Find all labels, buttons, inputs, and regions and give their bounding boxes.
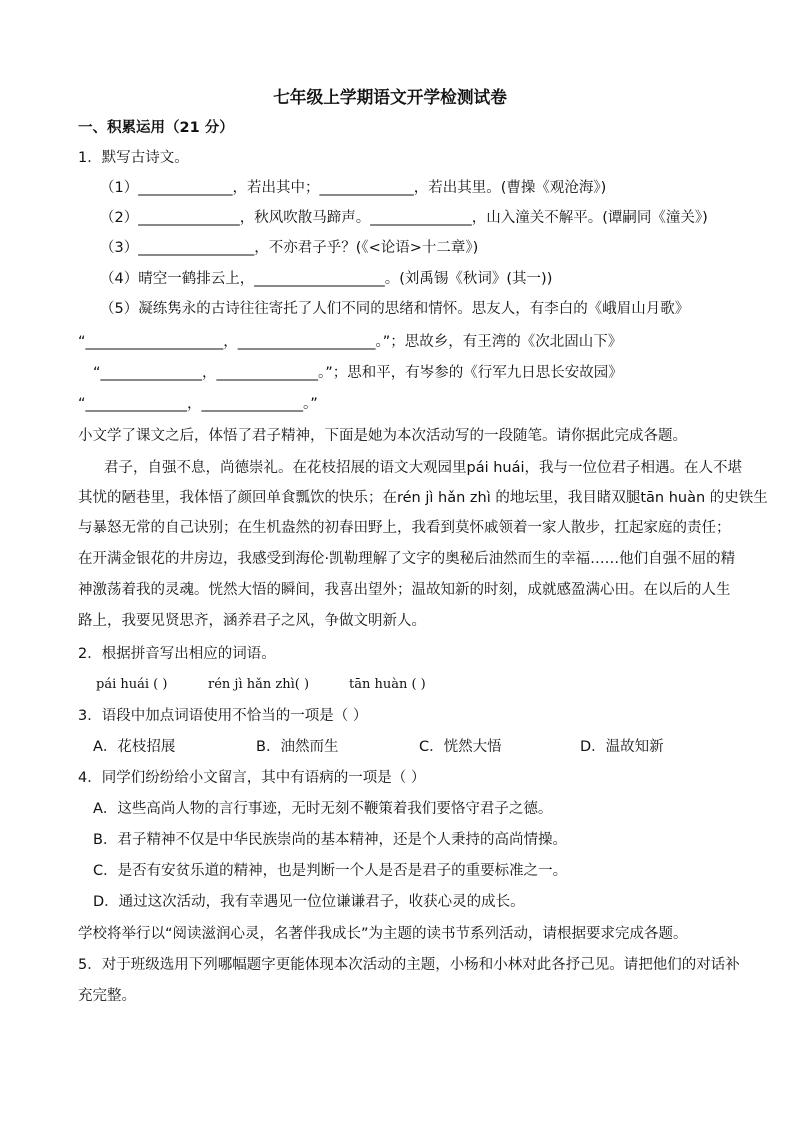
- q1-item-4: （4）晴空一鹤排云上，__________________。(刘禹锡《秋词》(其一)): [100, 271, 553, 287]
- q4-option-b: B．君子精神不仅是中华民族崇尚的基本精神，还是个人秉持的高尚情操。: [93, 832, 567, 848]
- q1-cont-1: “___________________，___________________。”；思故乡，有王湾的《次北固山下》: [78, 334, 623, 350]
- passage-line-5: 神激荡着我的灵魂。恍然大悟的瞬间，我喜出望外；温故知新的时刻，成就感盈满心田。在以后的人生: [78, 582, 731, 598]
- q1-cont-3: “______________，______________。”: [78, 396, 318, 412]
- q3-option-b: B．油然而生: [256, 739, 339, 755]
- passage-line-2: 其忧的陋巷里，我体悟了颜回单食瓢饮的快乐；在rén jì hǎn zhì 的地坛里，我目睹双腿tān huàn 的史铁生: [78, 490, 768, 506]
- q2-stem: 2．根据拼音写出相应的词语。: [78, 646, 276, 662]
- q1-item-2: （2）______________，秋风吹散马蹄声。______________，山入潼关不解平。(谭嗣同《潼关》): [100, 210, 708, 226]
- q2-pinyin-1: pái huái ( ): [96, 677, 168, 692]
- q4-option-c: C．是否有安贫乐道的精神，也是判断一个人是否是君子的重要标准之一。: [93, 863, 568, 879]
- q1-item-1: （1）_____________，若出其中；_____________，若出其里。(曹操《观沧海》): [100, 180, 607, 196]
- q4-option-d: D．通过这次活动，我有幸遇见一位位谦谦君子，收获心灵的成长。: [93, 894, 525, 910]
- q4-stem: 4．同学们纷纷给小文留言，其中有语病的一项是（ ）: [78, 770, 426, 786]
- q1-stem: 1．默写古诗文。: [78, 150, 189, 166]
- passage-intro: 小文学了课文之后，体悟了君子精神，下面是她为本次活动写的一段随笔。请你据此完成各题。: [78, 428, 687, 444]
- reading-festival-intro: 学校将举行以“阅读滋润心灵，名著伴我成长”为主题的读书节系列活动，请根据要求完成各题。: [78, 926, 688, 942]
- q5-line-1: 5．对于班级选用下列哪幅题字更能体现本次活动的主题，小杨和小林对此各抒己见。请把他们的对话补: [78, 957, 740, 973]
- q5-line-2: 充完整。: [78, 988, 136, 1004]
- q3-option-a: A．花枝招展: [93, 739, 176, 755]
- q4-option-a: A．这些高尚人物的言行事迹，无时无刻不鞭策着我们要恪守君子之德。: [93, 801, 553, 817]
- passage-line-3: 与暴怒无常的自己诀别；在生机盎然的初春田野上，我看到莫怀戚领着一家人散步，扛起家庭的责任；: [78, 520, 731, 536]
- passage-line-6: 路上，我要见贤思齐，涵养君子之风，争做文明新人。: [78, 613, 426, 629]
- q3-option-d: D．温故知新: [580, 739, 664, 755]
- passage-line-4: 在开满金银花的井房边，我感受到海伦·凯勒理解了文字的奥秘后油然而生的幸福……他们自强不屈的精: [78, 551, 736, 567]
- q2-pinyin-2: rén jì hǎn zhì( ): [208, 677, 310, 692]
- q1-item-5: （5）凝练隽永的古诗往往寄托了人们不同的思绪和情怀。思友人，有李白的《峨眉山月歌》: [100, 301, 690, 317]
- passage-line-1: 君子，自强不息，尚德崇礼。在花枝招展的语文大观园里pái huái，我与一位位君子相遇。在人不堪: [104, 460, 743, 476]
- q2-pinyin-3: tān huàn ( ): [349, 677, 426, 692]
- q3-stem: 3．语段中加点词语使用不恰当的一项是（ ）: [78, 708, 368, 724]
- q3-option-c: C．恍然大悟: [419, 739, 502, 755]
- page-title: 七年级上学期语文开学检测试卷: [273, 88, 507, 108]
- q1-cont-2: “______________，______________。”；思和平，有岑参的《行军九日思长安故园》: [93, 365, 623, 381]
- section-heading: 一、积累运用（21 分）: [78, 120, 234, 136]
- q1-item-3: （3）________________，不亦君子乎？(《<论语>十二章》): [100, 240, 479, 256]
